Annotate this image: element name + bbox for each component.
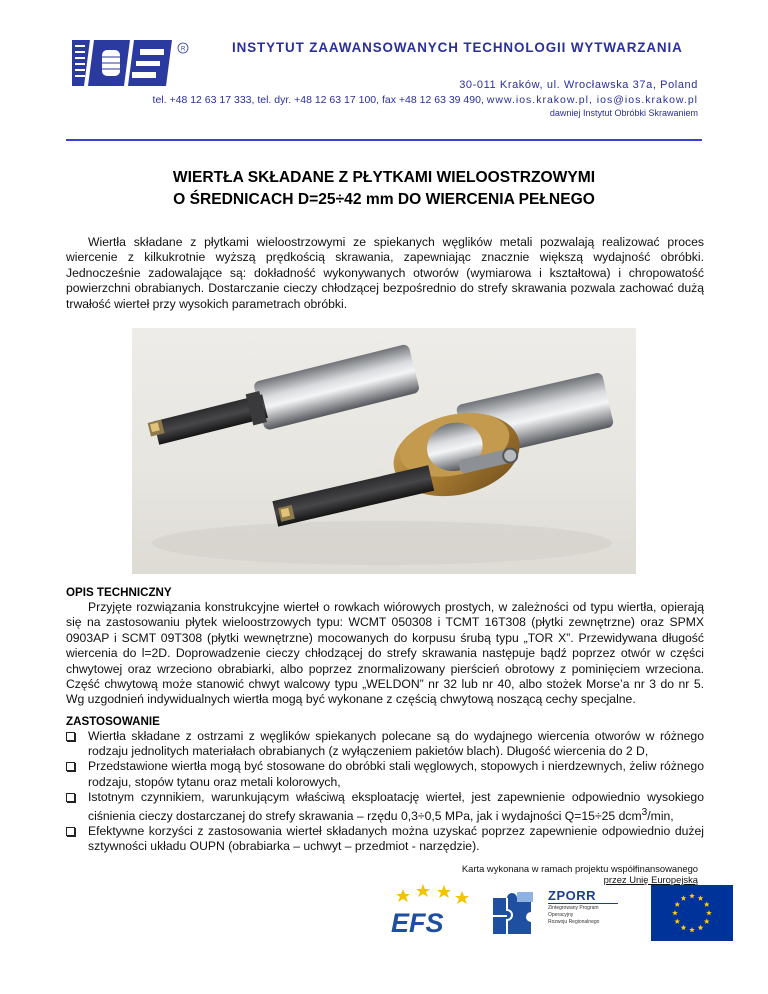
- document-title: [0, 167, 768, 211]
- svg-text:R: R: [181, 46, 186, 53]
- application-list: [66, 729, 704, 855]
- website-email[interactable]: www.ios.krakow.pl, ios@ios.krakow.pl: [486, 94, 698, 106]
- title-line-1: WIERTŁA SKŁADANE Z PŁYTKAMI WIELOOSTRZOWYMI: [172, 169, 596, 186]
- application-heading: ZASTOSOWANIE: [66, 715, 160, 728]
- list-item: Istotnym czynnikiem, warunkującym właściwą eksploatację wierteł, jest zapewnienie odpowiednio wysokiego ciśnienia cieczy dostarczanej do strefy skrawania – rzędu 0,3÷0,5 MPa, jak i wydajności Q=15÷25 dcm$^3$/min,: [66, 790, 704, 824]
- checkbox-bullet-icon: [66, 762, 75, 771]
- funding-note: [462, 863, 698, 885]
- header-divider: [66, 139, 702, 141]
- contact-line: [153, 94, 698, 106]
- institute-name: INSTYTUT ZAAWANSOWANYCH TECHNOLOGII WYTWARZANIA: [232, 40, 683, 55]
- funding-line-2: przez Unię Europejską: [603, 874, 698, 885]
- checkbox-bullet-icon: [66, 793, 75, 802]
- checkbox-bullet-icon: [66, 827, 75, 836]
- list-item: Efektywne korzyści z zastosowania wierteł składanych można uzyskać poprzez zapewnienie odpowiednio dużej sztywności układu OUPN (obrabiarka – uchwyt – przedmiot - narzędzie).: [66, 824, 704, 854]
- zporr-title: ZPORR: [548, 888, 596, 903]
- efs-logo: [387, 884, 473, 936]
- drill-photo: [132, 328, 636, 574]
- title-line-2: O ŚREDNICACH D=25÷42 mm DO WIERCENIA PEŁNEGO: [173, 191, 595, 208]
- efs-logo-text: EFS: [391, 908, 444, 936]
- technical-paragraph: Przyjęte rozwiązania konstrukcyjne wierteł o rowkach wiórowych prostych, w zależności od typu wiertła, opierają się na zastosowaniu płytek wieloostrzowych typu: WCMT 050308 i TCMT 16T308 (płytki zewnętrzne) oraz SPMX 0903AP i SCMT 09T308 (płytki wewnętrzne) mocowanych do korpusu śrubą typu „TOR X”. Przewidywana długość wiercenia do l=2D. Doprowadzenie cieczy chłodzącej do strefy skrawania następuje bądź poprzez otwór w części chwytowej oraz wrzeciono obrabiarki, albo poprzez znormalizowany pierścień obrotowy z pominięciem wrzeciona. Część chwytową może stanowić chwyt walcowy typu „WELDON” nr 32 lub nr 40, albo stożek Morse’a nr 3 do nr 5. Wg uzgodnień indywidualnych wiertła mogą być wykonane z częścią chwytową noszącą cechy specjalne.: [66, 600, 704, 707]
- zporr-subtitle-1: Zintegrowany Program: [548, 903, 618, 912]
- superscript-3: 3: [641, 807, 648, 819]
- eu-flag-icon: [651, 885, 733, 941]
- zporr-logo: [548, 888, 618, 936]
- zporr-subtitle-2: Operacyjny: [548, 912, 574, 918]
- checkbox-bullet-icon: [66, 732, 75, 741]
- funding-line-1: Karta wykonana w ramach projektu współfinansowanego: [461, 863, 698, 874]
- ios-logo: [72, 40, 190, 86]
- list-item: Wiertła składane z ostrzami z węglików spiekanych polecane są do wydajnego wiercenia otworów w różnego rodzaju jednolitych materiałach obrabianych (z wyłączeniem pakietów blach). Długość wiercenia do 2 D,: [66, 729, 704, 759]
- phone-numbers: tel. +48 12 63 17 333, tel. dyr. +48 12 63 17 100, fax +48 12 63 39 490,: [152, 94, 484, 106]
- former-name: dawniej Instytut Obróbki Skrawaniem: [549, 108, 698, 118]
- puzzle-logo-icon: [489, 888, 541, 938]
- zporr-subtitle-3: Rozwoju Regionalnego: [548, 919, 600, 925]
- list-item: Przedstawione wiertła mogą być stosowane do obróbki stali węglowych, stopowych i nierdzewnych, żeliw różnego rodzaju, stopów tytanu oraz metali kolorowych,: [66, 759, 704, 789]
- intro-paragraph: Wiertła składane z płytkami wieloostrzowymi ze spiekanych węglików metali pozwalają realizować proces wiercenie z kilkukrotnie wyższą prędkością skrawania, zapewniając znacznie większą wydajność obróbki. Jednocześnie zadowalające są: dokładność wykonywanych otworów (wymiarowa i kształtowa) i chropowatość powierzchni obrabianych. Dostarczanie cieczy chłodzącej bezpośrednio do strefy skrawania pozwala zachować dużą trwałość wierteł przy wysokich parametrach obróbki.: [66, 235, 704, 311]
- technical-heading: OPIS TECHNICZNY: [66, 586, 172, 599]
- institute-address: 30-011 Kraków, ul. Wrocławska 37a, Poland: [459, 79, 698, 91]
